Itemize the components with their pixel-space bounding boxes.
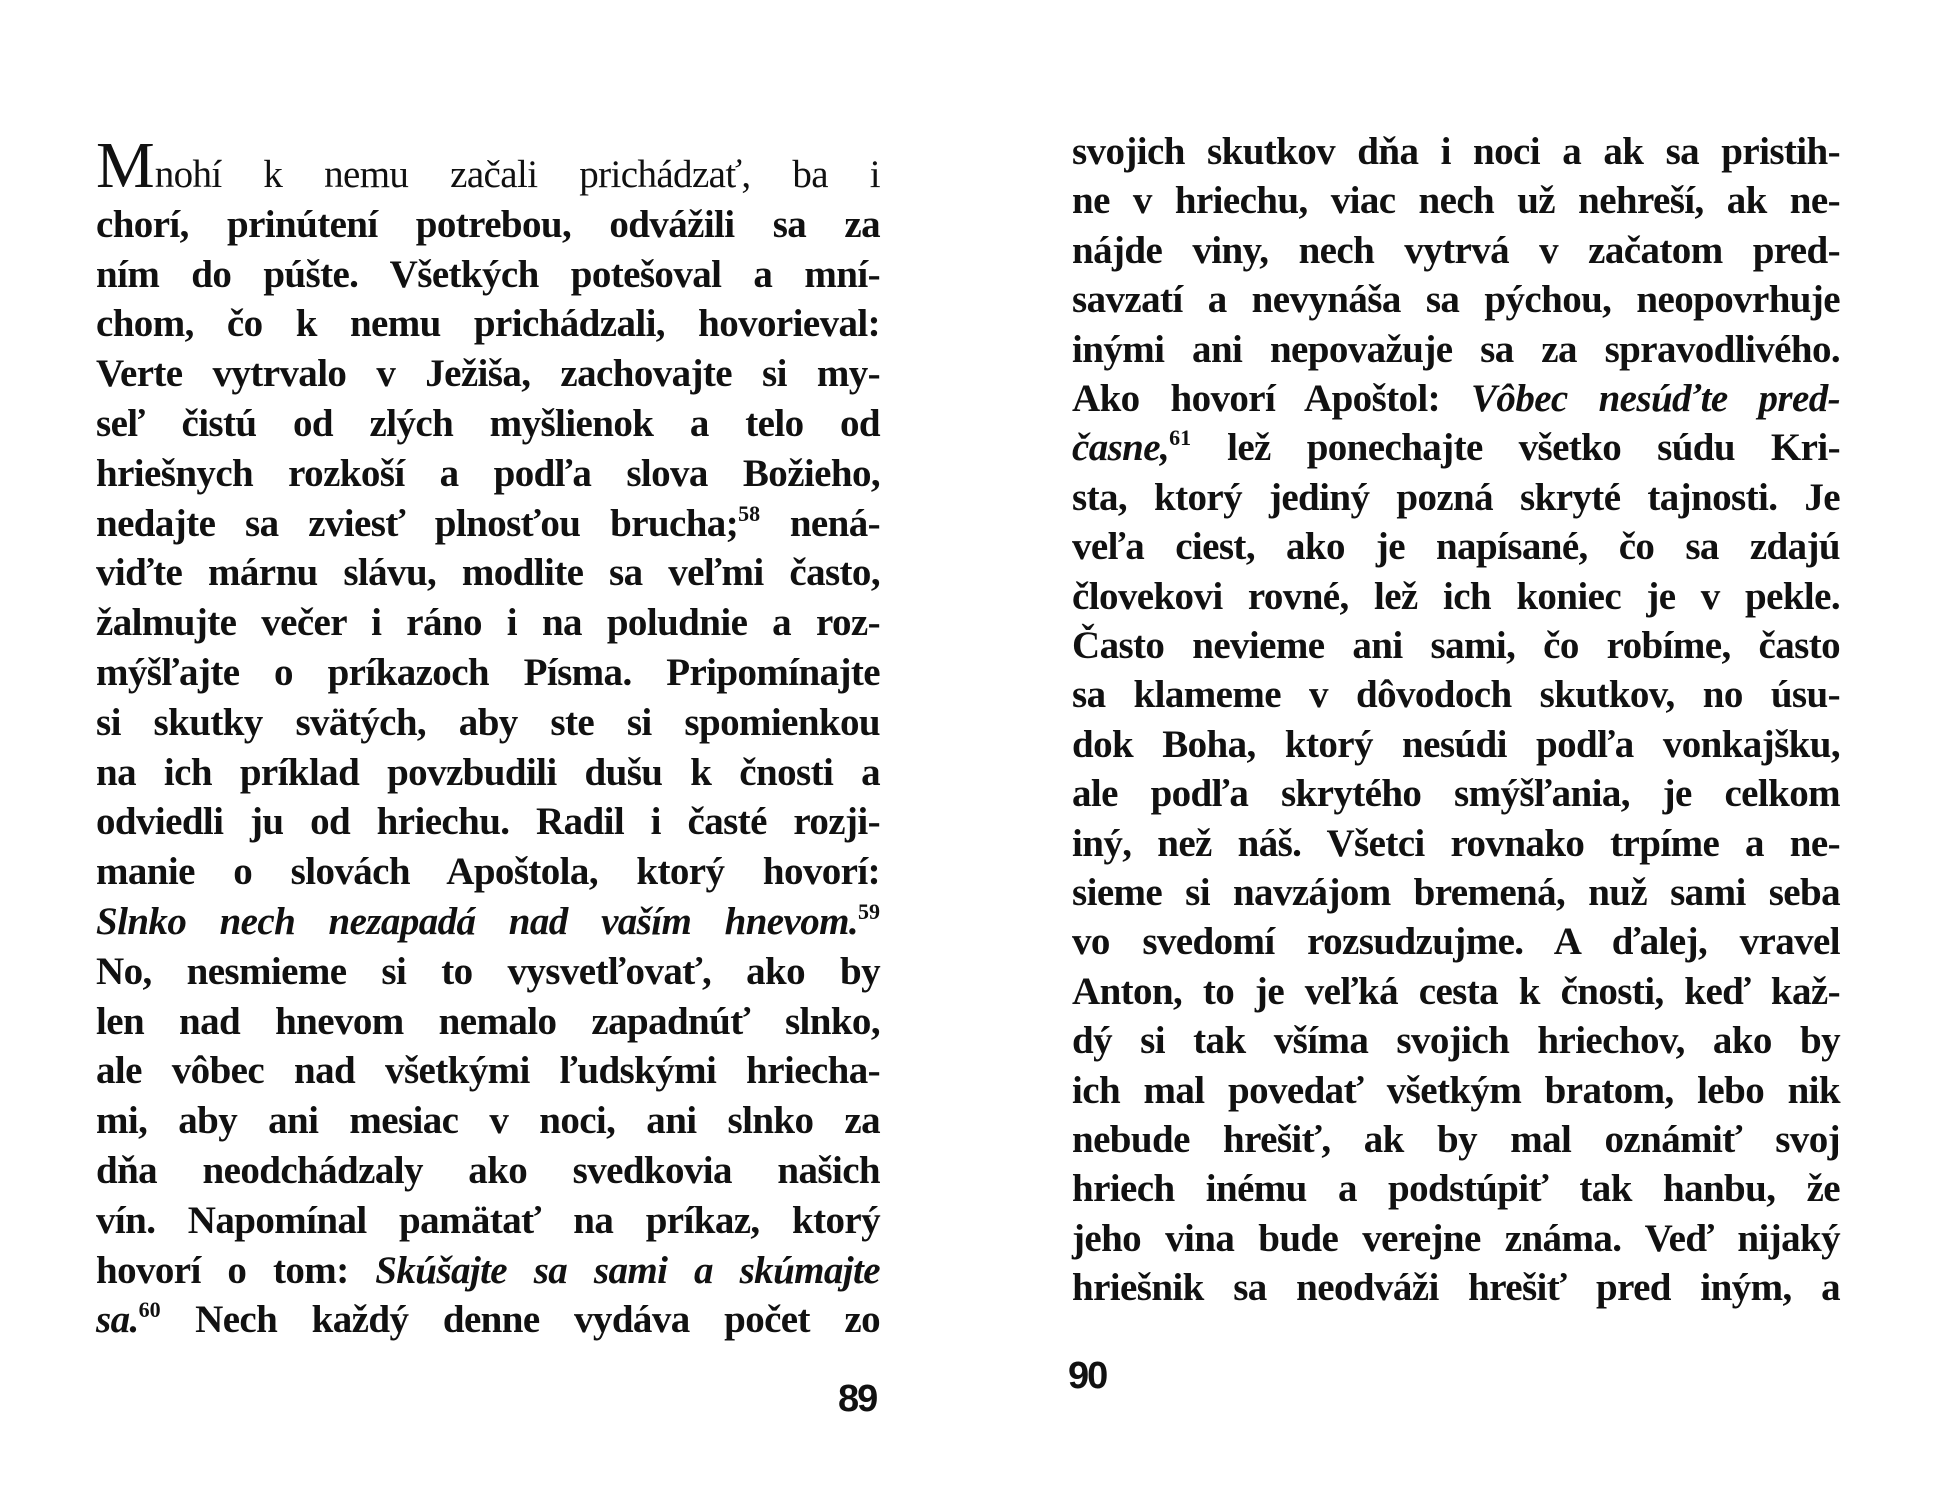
text-run: manie o slovách Apoštola, ktorý hovorí: <box>96 850 880 894</box>
italic-quote: Skúšajte sa sami a skúmajte <box>375 1248 880 1292</box>
text-line <box>96 349 880 399</box>
text-line <box>96 947 880 997</box>
text-line <box>96 449 880 499</box>
text-run: dok Boha, ktorý nesúdi podľa vonkajšku, <box>1072 722 1840 766</box>
text-line <box>96 847 880 897</box>
text-run: na ich príklad povzbudili dušu k čnosti a <box>96 750 880 794</box>
text-run: chom, čo k nemu prichádzali, hovorieval: <box>96 302 880 346</box>
footnote-marker: 58 <box>738 500 761 526</box>
text-line <box>1072 819 1840 869</box>
text-line <box>96 200 880 250</box>
text-run: nohí k nemu začali prichádzať, ba i <box>154 153 880 196</box>
text-run: seľ čistú od zlých myšlienok a telo od <box>96 402 880 445</box>
text-line <box>1072 127 1840 177</box>
text-line <box>1072 967 1840 1017</box>
text-run: ale podľa skrytého smýšľania, je celkom <box>1072 772 1840 816</box>
text-line <box>1072 325 1840 375</box>
text-line <box>1072 1066 1840 1116</box>
text-run: nebude hrešiť, ak by mal oznámiť svoj <box>1072 1118 1840 1161</box>
text-run: ich mal povedať všetkým bratom, lebo nik <box>1072 1068 1840 1112</box>
text-run: žalmujte večer i ráno i na poludnie a roz- <box>96 601 880 645</box>
text-line <box>96 748 880 798</box>
text-run: veľa ciest, ako je napísané, čo sa zdajú <box>1072 525 1840 569</box>
text-line <box>1072 226 1840 276</box>
text-run: viďte márnu slávu, modlite sa veľmi často, <box>96 551 880 595</box>
text-run: savzatí a nevynáša sa pýchou, neopovrhuje <box>1072 278 1840 322</box>
text-line <box>1072 1214 1840 1264</box>
text-line <box>96 1196 880 1246</box>
text-line <box>96 1146 880 1196</box>
text-run: sta, ktorý jediný pozná skryté tajnosti. Je <box>1072 475 1840 519</box>
text-run: sieme si navzájom bremená, nuž sami seba <box>1072 871 1840 914</box>
text-run: odviedli ju od hriechu. Radil i časté rozji- <box>96 800 880 844</box>
text-line <box>1072 176 1840 226</box>
text-line <box>1072 769 1840 819</box>
text-line <box>96 648 880 698</box>
text-line <box>96 797 880 847</box>
text-run: si skutky svätých, aby ste si spomienkou <box>96 700 880 744</box>
text-line <box>1072 1016 1840 1066</box>
italic-quote: sa. <box>96 1298 139 1342</box>
footnote-marker: 59 <box>858 899 880 924</box>
text-line <box>1072 374 1840 424</box>
text-line <box>96 698 880 748</box>
text-run: svojich skutkov dňa i noci a ak sa pristih- <box>1072 130 1840 173</box>
text-run: ním do púšte. Všetkých potešoval a mní- <box>96 252 880 296</box>
text-run: Často nevieme ani sami, čo robíme, často <box>1072 624 1840 667</box>
text-run: len nad hnevom nemalo zapadnúť slnko, <box>96 999 880 1043</box>
text-line <box>96 897 880 947</box>
text-run: človekovi rovné, lež ich koniec je v pekle. <box>1072 574 1840 618</box>
italic-quote: Slnko nech nezapadá nad vaším hnevom. <box>96 900 858 943</box>
text-line <box>96 129 880 202</box>
footnote-marker: 61 <box>1169 425 1192 451</box>
text-run: Nech každý denne vydáva počet zo <box>160 1298 880 1342</box>
text-run: vín. Napomínal pamätať na príkaz, ktorý <box>96 1198 880 1242</box>
text-run: Anton, to je veľká cesta k čnosti, keď kaž- <box>1072 969 1840 1013</box>
text-run: inými ani nepovažuje sa za spravodlivého. <box>1072 327 1840 371</box>
footnote-marker: 60 <box>138 1297 161 1323</box>
text-line <box>1072 670 1840 720</box>
text-run: Verte vytrvalo v Ježiša, zachovajte si my- <box>96 352 880 396</box>
text-run: nedajte sa zviesť plnosťou brucha; <box>96 501 739 545</box>
text-run: hriešnik sa neodváži hrešiť pred iným, a <box>1072 1266 1840 1310</box>
italic-quote: Vôbec nesúďte pred- <box>1471 377 1840 420</box>
text-line <box>1072 1164 1840 1214</box>
text-run: mi, aby ani mesiac v noci, ani slnko za <box>96 1099 880 1143</box>
text-line <box>1072 275 1840 325</box>
text-line <box>96 997 880 1047</box>
text-line <box>1072 423 1840 473</box>
text-line <box>96 1295 880 1345</box>
text-run: hriešnych rozkoší a podľa slova Božieho, <box>96 451 880 495</box>
text-run: ale vôbec nad všetkými ľudskými hriecha- <box>96 1049 880 1093</box>
text-line <box>1072 917 1840 967</box>
page-number-right: 90 <box>1068 1355 1107 1397</box>
text-line <box>96 399 880 449</box>
text-run: No, nesmieme si to vysvetľovať, ako by <box>96 949 880 993</box>
text-line <box>1072 720 1840 770</box>
italic-quote: časne, <box>1072 426 1170 470</box>
text-line <box>1072 1115 1840 1165</box>
text-run: hovorí o tom: <box>96 1248 376 1292</box>
text-run: vo svedomí rozsudzujme. A ďalej, vravel <box>1072 920 1840 964</box>
text-run: nená- <box>760 501 880 545</box>
page-number-left: 89 <box>838 1378 877 1420</box>
text-run: dý si tak všíma svojich hriechov, ako by <box>1072 1019 1840 1063</box>
text-line <box>1072 522 1840 572</box>
text-line <box>96 1046 880 1096</box>
text-run: mýšľajte o príkazoch Písma. Pripomínajte <box>96 651 880 694</box>
text-run: jeho vina bude verejne známa. Veď nijaký <box>1072 1216 1840 1260</box>
text-line <box>96 250 880 300</box>
text-line <box>96 1096 880 1146</box>
text-line <box>96 598 880 648</box>
text-line <box>96 1246 880 1296</box>
text-run: hriech inému a podstúpiť tak hanbu, že <box>1072 1167 1840 1211</box>
text-line <box>96 548 880 598</box>
text-run: lež ponechajte všetko súdu Kri- <box>1191 426 1840 470</box>
text-line <box>96 499 880 549</box>
text-run: sa klameme v dôvodoch skutkov, no úsu- <box>1072 673 1840 717</box>
text-line <box>1072 473 1840 523</box>
text-line <box>1072 868 1840 918</box>
text-run: dňa neodchádzaly ako svedkovia našich <box>96 1149 880 1192</box>
text-run: ne v hriechu, viac nech už nehreší, ak ne- <box>1072 179 1840 223</box>
text-line <box>1072 572 1840 622</box>
text-run: chorí, prinútení potrebou, odvážili sa za <box>96 202 880 246</box>
text-line <box>1072 621 1840 671</box>
text-line <box>1072 1263 1840 1313</box>
text-line <box>96 299 880 349</box>
drop-cap: M <box>96 129 155 202</box>
text-run: iný, než náš. Všetci rovnako trpíme a ne- <box>1072 821 1840 865</box>
text-run: nájde viny, nech vytrvá v začatom pred- <box>1072 228 1840 272</box>
text-run: Ako hovorí Apoštol: <box>1072 377 1471 420</box>
